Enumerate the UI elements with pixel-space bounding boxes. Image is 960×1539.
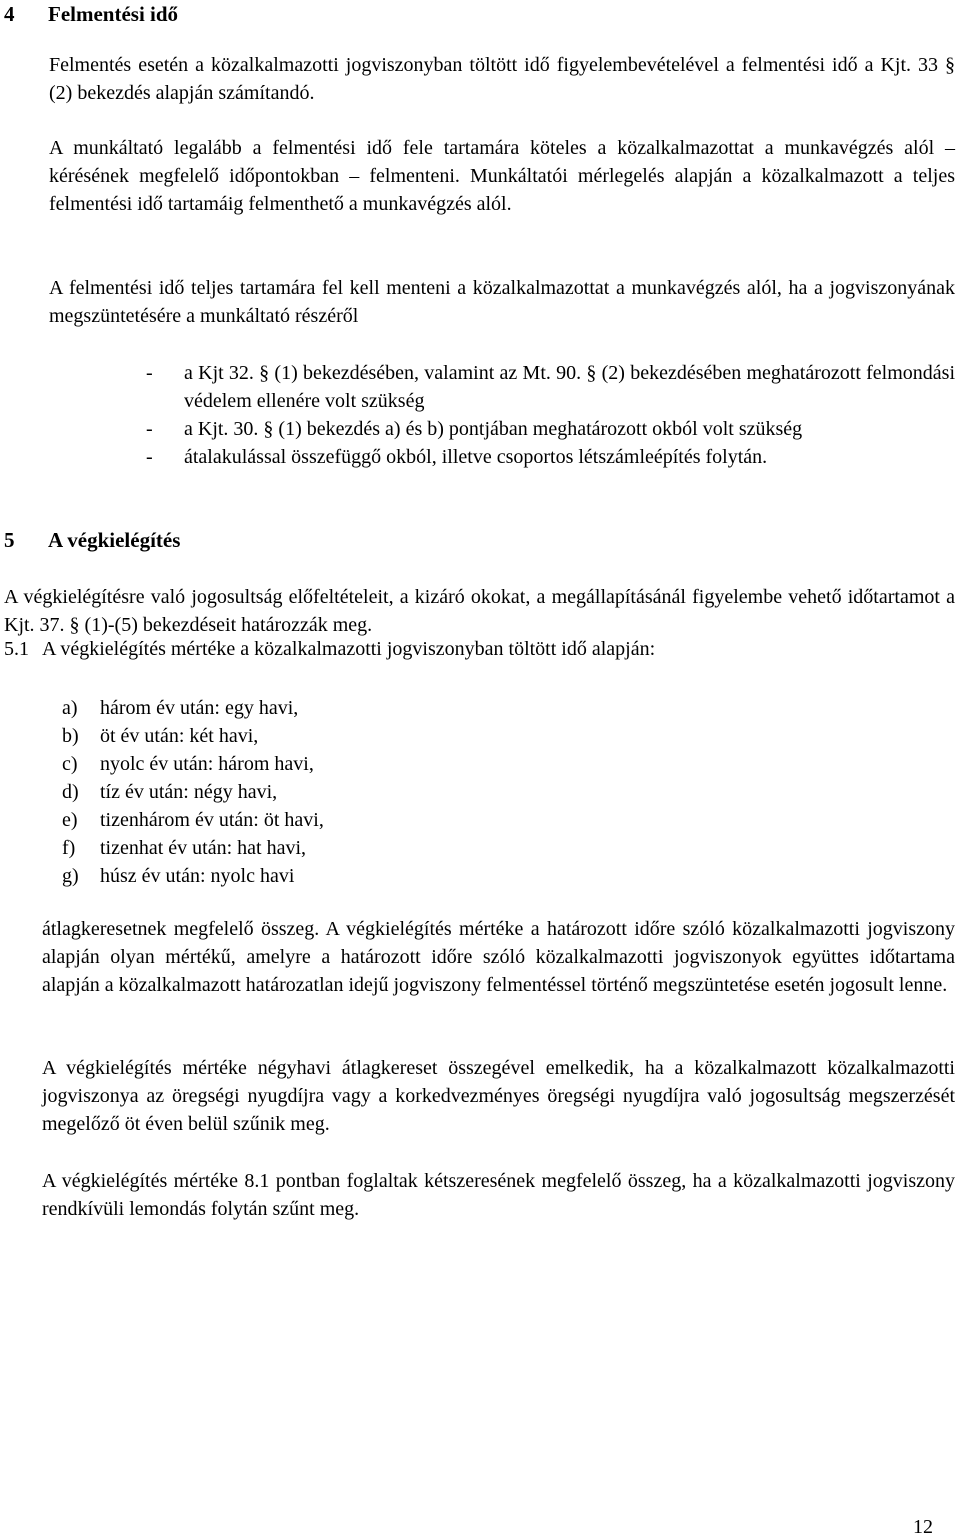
alpha-list bbox=[62, 694, 324, 890]
subsection-5-1-number: 5.1 bbox=[4, 638, 29, 660]
section-4-paragraph-1: Felmentés esetén a közalkalmazotti jogviszonyban töltött idő figyelembevételével a felmentési idő a Kjt. 33 § (2) bekezdés alapján számítandó. bbox=[49, 54, 955, 104]
section-5-heading bbox=[4, 526, 180, 554]
section-4-title: Felmentési idő bbox=[48, 2, 179, 26]
section-4-number: 4 bbox=[4, 2, 15, 26]
alpha-list-item: f) tizenhat év után: hat havi, bbox=[62, 837, 307, 859]
section-4-paragraph-3: A felmentési idő teljes tartamára fel kell menteni a közalkalmazottat a munkavégzés alól, ha a jogviszonyának megszüntetésére a munkáltató részéről bbox=[49, 277, 955, 327]
section-5-intro: A végkielégítésre való jogosultság előfeltételeit, a kizáró okokat, a megállapításánál figyelembe vehető időtartamot a Kjt. 37. § (1)-(5) bekezdéseit határozzák meg. bbox=[4, 586, 955, 636]
alpha-list-item: a) három év után: egy havi, bbox=[62, 697, 299, 719]
alpha-list-item: d) tíz év után: négy havi, bbox=[62, 781, 278, 803]
dash-list-item: - átalakulással összefüggő okból, illetve csoportos létszámleépítés folytán. bbox=[146, 446, 768, 468]
alpha-list-item: c) nyolc év után: három havi, bbox=[62, 753, 314, 775]
section-5-number: 5 bbox=[4, 528, 15, 552]
dash-list bbox=[146, 359, 955, 471]
section-5-paragraph-extraordinary: A végkielégítés mértéke 8.1 pontban foglaltak kétszeresének megfelelő összeg, ha a közalkalmazotti jogviszony rendkívüli lemondás folytán szűnt meg. bbox=[42, 1170, 955, 1220]
section-4-paragraph-2: A munkáltató legalább a felmentési idő fele tartamára köteles a közalkalmazottat a munkavégzés alól – kérésének megfelelő időpontokban – felmenteni. Munkáltatói mérlegelés alapján a közalkalmazott a teljes felmentési idő tartamáig felmenthető a munkavégzés alól. bbox=[49, 137, 955, 215]
alpha-list-item: g) húsz év után: nyolc havi bbox=[62, 865, 295, 887]
section-5-title: A végkielégítés bbox=[48, 528, 181, 552]
subsection-5-1-title: A végkielégítés mértéke a közalkalmazotti jogviszonyban töltött idő alapján: bbox=[42, 638, 656, 660]
subsection-5-1-heading bbox=[4, 635, 955, 663]
section-5-paragraph-old-age: A végkielégítés mértéke négyhavi átlagkereset összegével emelkedik, ha a közalkalmazott közalkalmazotti jogviszonya az öregségi nyugdíjra vagy a korkedvezményes öregségi nyugdíjra való jogosultság megszerzését megelőző öt éven belül szűnik meg. bbox=[42, 1057, 955, 1135]
section-5-paragraph-after-list: átlagkeresetnek megfelelő összeg. A végkielégítés mértéke a határozott időre szóló közalkalmazotti jogviszony alapján olyan mértékű, amelyre a határozott időre szóló közalkalmazotti jogviszonyok együttes időtartama alapján a közalkalmazott határozatlan idejű jogviszony felmentéssel történő megszüntetése esetén jogosult lenne. bbox=[42, 918, 955, 996]
alpha-list-item: e) tizenhárom év után: öt havi, bbox=[62, 809, 324, 831]
alpha-list-item: b) öt év után: két havi, bbox=[62, 725, 259, 747]
page-number: 12 bbox=[913, 1516, 933, 1538]
section-4-heading bbox=[4, 0, 178, 28]
dash-list-item: - a Kjt. 30. § (1) bekezdés a) és b) pontjában meghatározott okból volt szükség bbox=[146, 418, 803, 440]
dash-list-item: - a Kjt 32. § (1) bekezdésében, valamint az Mt. 90. § (2) bekezdésében meghatározott felmondási védelem ellenére volt szükség bbox=[146, 362, 955, 412]
